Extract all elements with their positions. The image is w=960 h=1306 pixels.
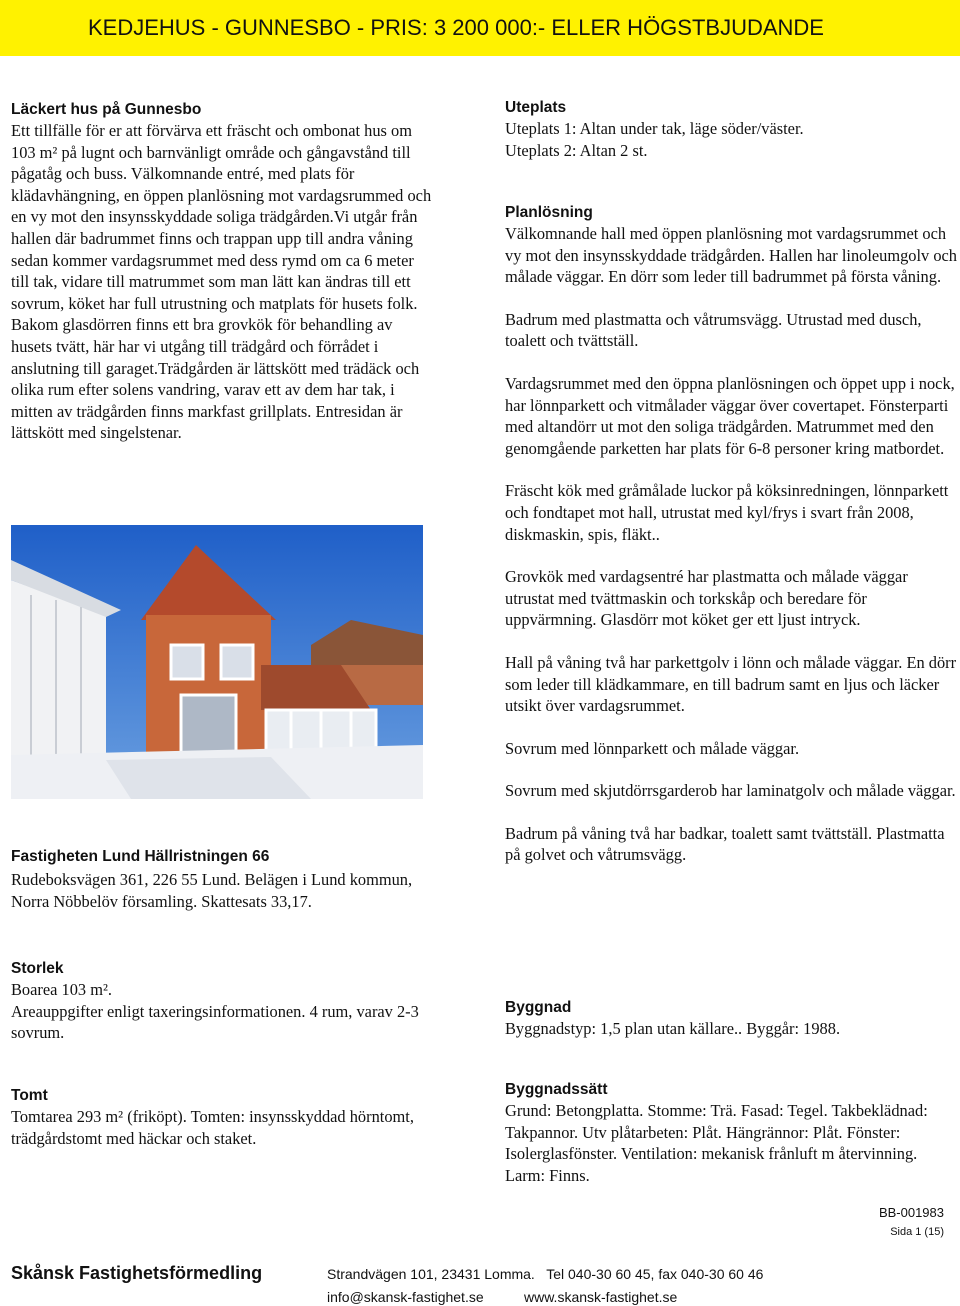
plot-heading: Tomt [11,1087,48,1104]
house-photo [11,525,423,799]
size-rooms: Areauppgifter enligt taxeringsinformationen. 4 rum, varav 2-3 sovrum. [11,1001,419,1043]
layout-paragraph: Badrum med plastmatta och våtrumsvägg. Utrustad med dusch, toalett och tvättställ. [505,309,922,351]
building-heading: Byggnad [505,999,572,1016]
footer-email[interactable]: info@skansk-fastighet.se [327,1289,484,1305]
footer-contact [327,1266,763,1282]
page-number: Sida 1 (15) [890,1226,944,1238]
layout-paragraph: Sovrum med lönnparkett och målade väggar. [505,738,800,758]
footer-phone: Tel 040-30 60 45, fax 040-30 60 46 [546,1266,764,1282]
size-area: Boarea 103 m². [11,980,112,999]
property-text: Rudeboksvägen 361, 226 55 Lund. Belägen i Lund kommun, Norra Nöbbelöv församling. Skattesats 33,17. [11,870,413,911]
construction-section [505,1079,957,1186]
layout-paragraph: Hall på våning två har parkettgolv i lönn och målade väggar. En dörr som leder till klädkammare, en till badrum samt en ljus och läcker utsikt över vardagsrummet. [505,652,957,716]
layout-section [505,202,957,866]
property-heading: Fastigheten Lund Hällristningen 66 [11,848,270,865]
plot-section [11,1085,436,1149]
construction-text: Grund: Betongplatta. Stomme: Trä. Fasad: Tegel. Takbeklädnad: Takpannor. Utv plåtarbeten: Plåt. Hängrännor: Plåt. Fönster: Isolerglasfönster. Ventilation: mekanisk frånluft m återvinning. Larm: Finns. [505,1101,928,1185]
layout-paragraph: Grovkök med vardagsentré har plastmatta och målade väggar utrustat med tvättmaskin och torkskåp och beredare för uppvärmning. Glasdörr mot köket ger ett ljust intryck. [505,567,908,630]
footer-address: Strandvägen 101, 23431 Lomma. [327,1266,535,1282]
building-section [505,997,957,1040]
patio-line-2: Uteplats 2: Altan 2 st. [505,140,648,160]
patio-section [505,97,957,161]
title-banner [0,0,960,56]
intro-text: Ett tillfälle för er att förvärva ett fräscht och ombonat hus om 103 m² på lugnt och barnvänligt område och gångavstånd till pågatåg och buss. Välkomnande entré, med plats för klädavhängning, en öppen planlösning mot vardagsrummed och en vy mot den insynsskyddade soliga trädgården.Vi utgår från hallen där badrummet finns och trappan upp till andra våning sedan kommer vardagsrummet med dess rymd om ca 6 meter till tak, vidare till matrummet som man lätt kan ändras till ett sovrum, köket har full utrustning och matplats för husets folk. Bakom glasdörren finns ett bra grovkök för behandling av husets tvätt, här har vi utgång till trädgård och förrådet i anslutning till garaget.Trädgården är lättskött med trädäck och olika rum efter solens vandring, varav ett av dem har tak, i mitten av trädgården finns markfast grillplats. Entresidan är lättskött med singelstenar. [11,121,432,443]
firm-name: Skånsk Fastighetsförmedling [11,1263,263,1283]
construction-heading: Byggnadssätt [505,1081,608,1098]
layout-paragraph: Sovrum med skjutdörrsgarderob har laminatgolv och målade väggar. [505,781,956,801]
layout-paragraph: Vardagsrummet med den öppna planlösningen och öppet upp i nock, har lönnparkett och vitmålader väggar över covertapet. Fönsterparti med altandörr ut mot den soliga trädgården. Matrummet med den genomgående parketten har plats för 6-8 personer kring matbordet. [505,373,955,458]
property-section [11,846,436,912]
layout-heading: Planlösning [505,204,593,221]
patio-heading: Uteplats [505,99,567,116]
size-section [11,958,436,1044]
layout-paragraph: Fräscht kök med gråmålade luckor på köksinredningen, lönnparkett och fondtapet mot hall, utrustat med kyl/frys i svart från 2008, diskmaskin, spis, fläkt.. [505,481,949,544]
layout-paragraph: Välkomnande hall med öppen planlösning mot vardagsrummet och vy mot den insynsskyddade trädgården. Hallen har linoleumgolv och målade väggar. En dörr som leder till badrummet på första våning. [505,224,958,287]
size-heading: Storlek [11,960,64,977]
patio-line-1: Uteplats 1: Altan under tak, läge söder/väster. [505,119,804,138]
intro-section [11,99,436,444]
intro-heading: Läckert hus på Gunnesbo [11,101,202,118]
plot-text: Tomtarea 293 m² (friköpt). Tomten: insynsskyddad hörntomt, trädgårdstomt med häckar och staket. [11,1107,414,1148]
page-title: KEDJEHUS - GUNNESBO - PRIS: 3 200 000:- ELLER HÖGSTBJUDANDE [88,15,824,40]
reference-number: BB-001983 [878,1205,944,1220]
layout-paragraph: Badrum på våning två har badkar, toalett samt tvättställ. Plastmatta på golvet och våtrumsvägg. [505,823,945,865]
footer-website[interactable]: www.skansk-fastighet.se [524,1289,678,1305]
building-text: Byggnadstyp: 1,5 plan utan källare.. Byggår: 1988. [505,1019,841,1038]
